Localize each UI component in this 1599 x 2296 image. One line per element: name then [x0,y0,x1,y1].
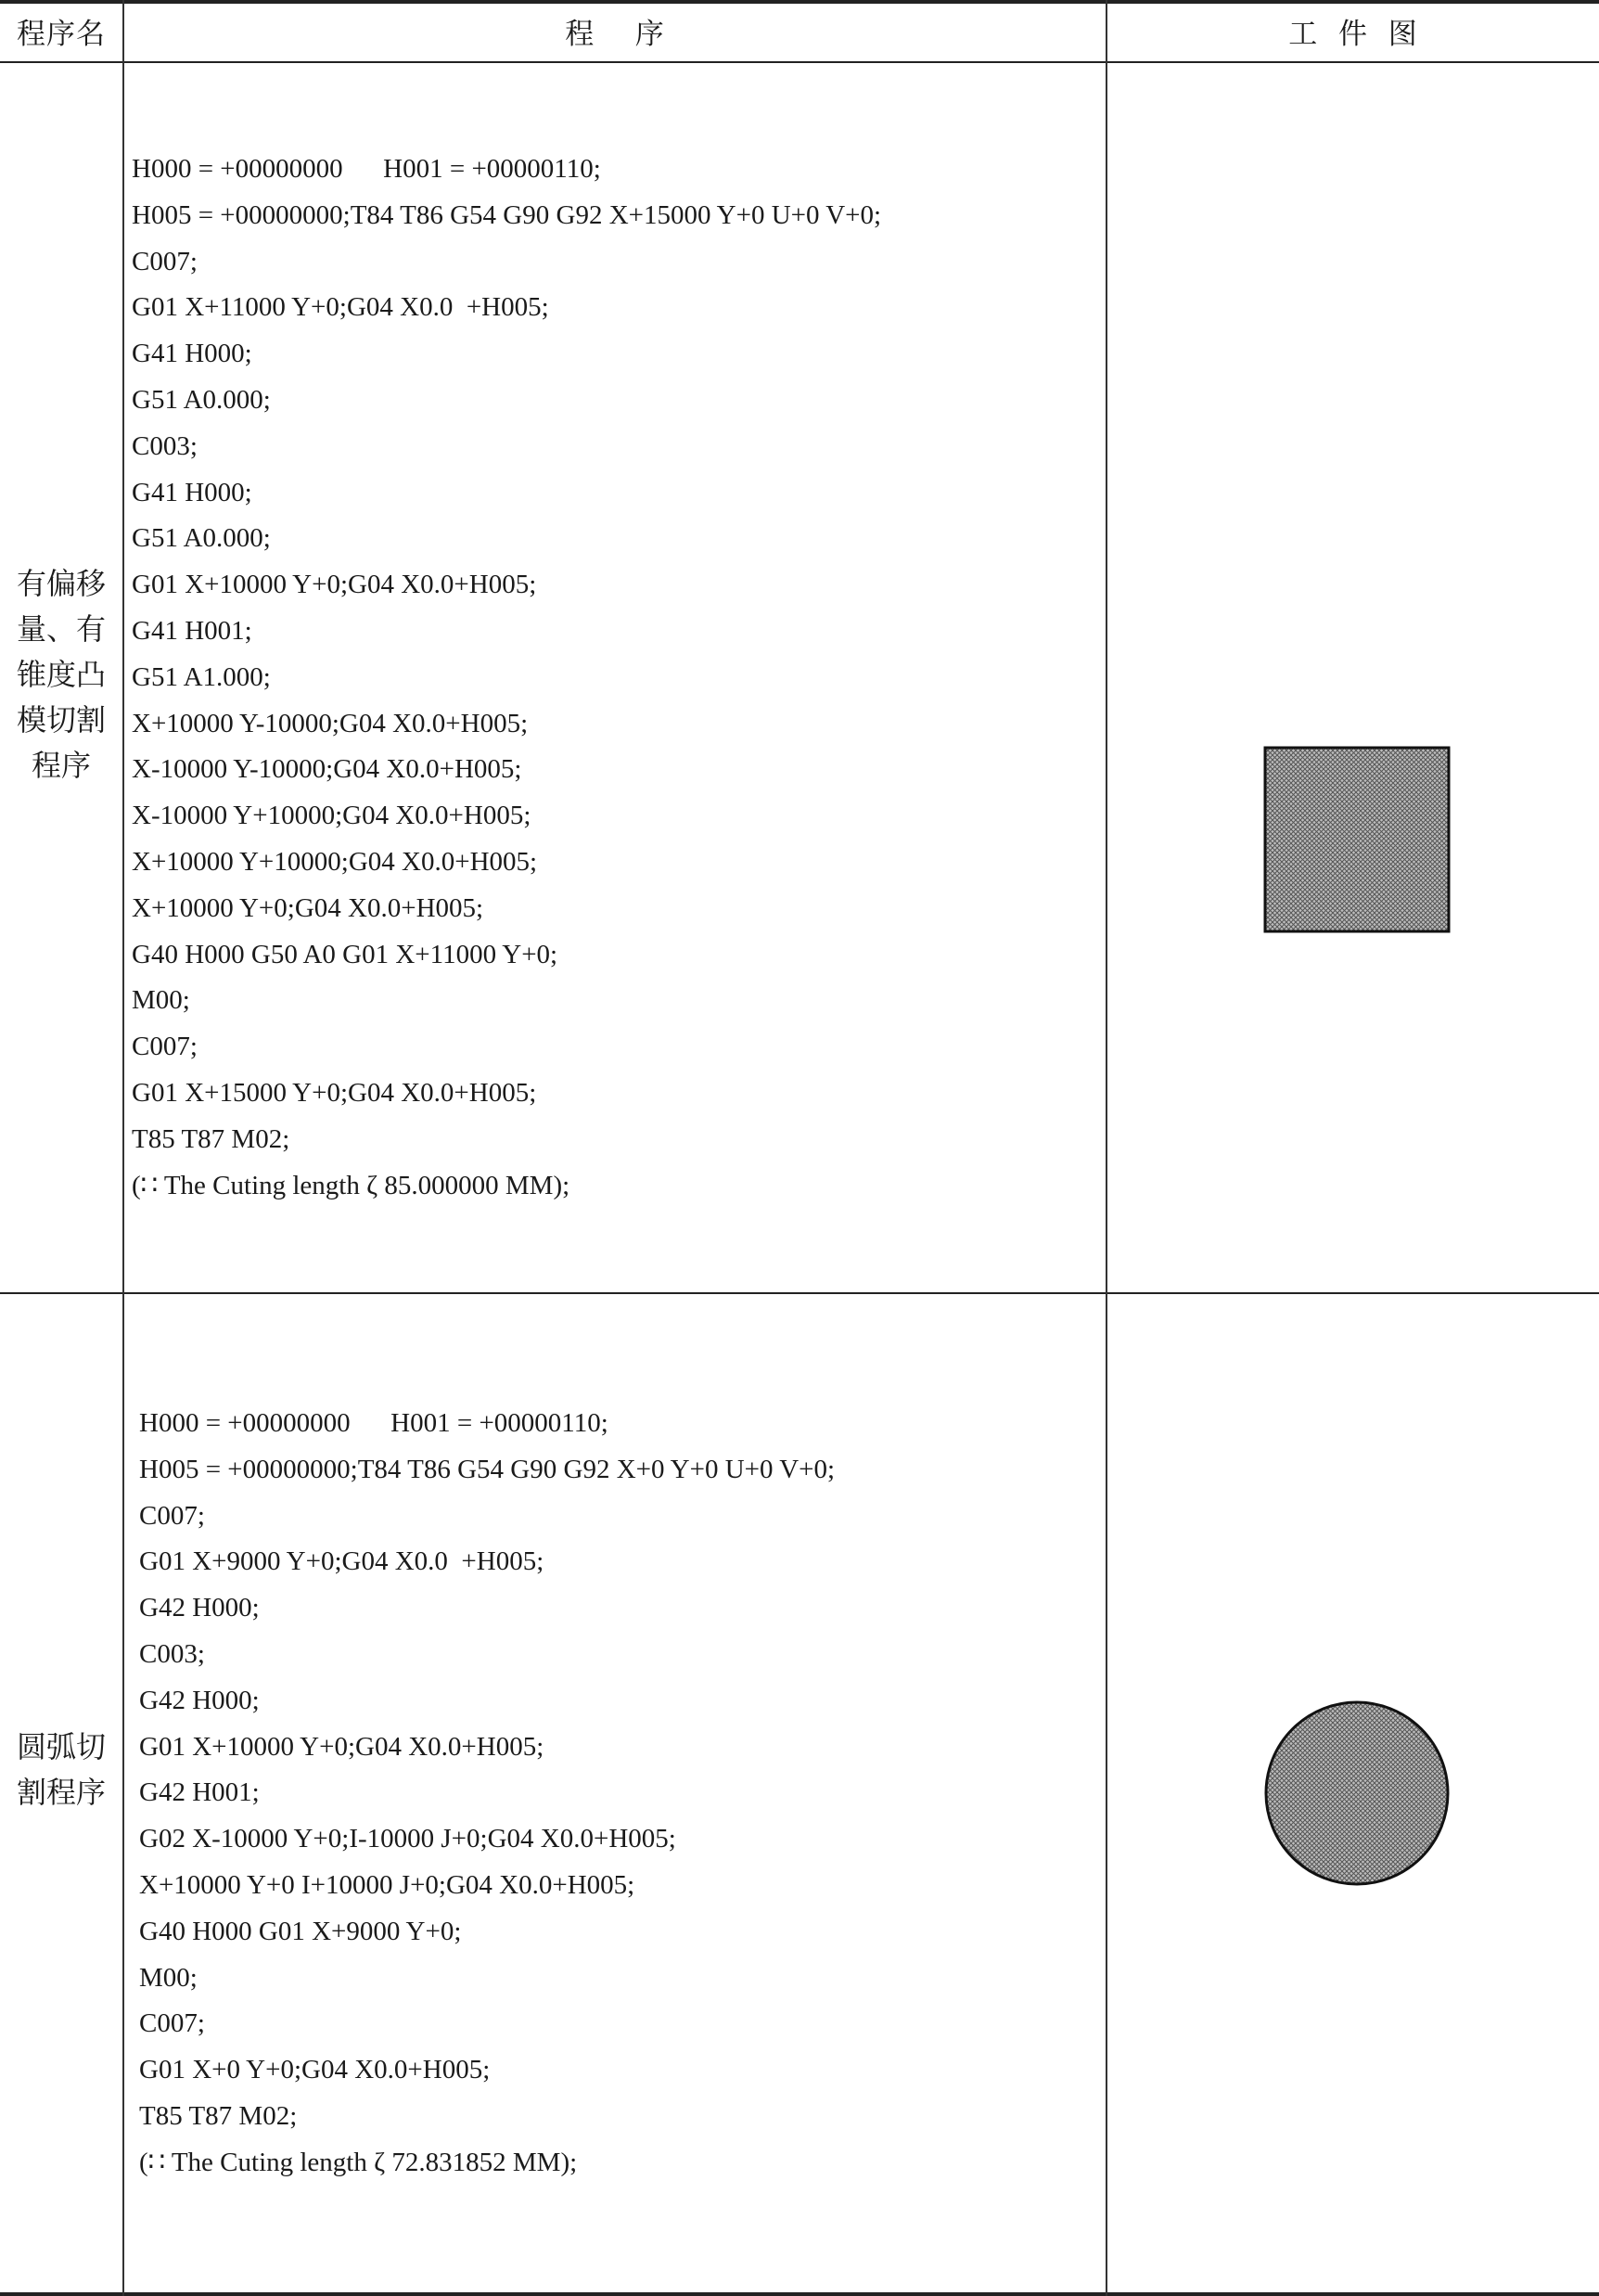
code-line: H005 = +00000000;T84 T86 G54 G90 G92 X+15000 Y+0 U+0 V+0; [132,199,882,230]
column-divider-1 [122,0,124,2296]
code-line: H005 = +00000000;T84 T86 G54 G90 G92 X+0 Y+0 U+0 V+0; [139,1454,836,1484]
code-line: X+10000 Y+0 I+10000 J+0;G04 X0.0+H005; [139,1869,635,1900]
code-line: X+10000 Y+10000;G04 X0.0+H005; [132,846,538,877]
row-divider [0,1292,1599,1294]
code-line: G51 A0.000; [132,384,271,415]
code-line: (∷ The Cuting length ζ 85.000000 MM); [132,1170,570,1200]
code-line: H000 = +00000000 H001 = +00000110; [139,1408,608,1438]
table-bottom-border [0,2292,1599,2296]
code-line: G42 H000; [139,1593,260,1623]
header-program-name: 程序名 [17,17,106,51]
row-1-program-name: 有偏移量、有锥度凸模切割程序 [16,566,106,783]
code-line: C007; [132,246,198,276]
circle-workpiece-figure [1263,1700,1451,1887]
row-1-code-block [132,147,881,1209]
code-line: G40 H000 G01 X+9000 Y+0; [139,1916,462,1946]
code-line: G02 X-10000 Y+0;I-10000 J+0;G04 X0.0+H005; [139,1824,676,1854]
header-workpiece-figure: 工 件 图 [1288,17,1418,51]
code-line: G51 A0.000; [132,523,271,554]
code-line: H000 = +00000000 H001 = +00000110; [132,154,601,184]
header-program: 程 序 [565,17,665,51]
code-line: C007; [139,2008,205,2039]
code-line: G42 H001; [139,1777,260,1808]
code-line: G41 H001; [132,615,252,646]
code-line: X+10000 Y+0;G04 X0.0+H005; [132,892,484,923]
code-line: C007; [139,1500,205,1531]
code-line: G01 X+9000 Y+0;G04 X0.0 +H005; [139,1546,544,1577]
code-line: G41 H000; [132,339,252,369]
code-line: M00; [132,985,190,1016]
row-2-program-name: 圆弧切割程序 [16,1729,106,1810]
code-line: C003; [139,1638,205,1669]
row-2-code-block [139,1401,835,2187]
code-line: X-10000 Y+10000;G04 X0.0+H005; [132,801,531,831]
code-line: G01 X+10000 Y+0;G04 X0.0+H005; [132,570,537,600]
code-line: (∷ The Cuting length ζ 72.831852 MM); [139,2147,578,2177]
code-line: X-10000 Y-10000;G04 X0.0+H005; [132,754,522,785]
code-line: G01 X+0 Y+0;G04 X0.0+H005; [139,2055,491,2085]
code-line: G41 H000; [132,477,252,507]
square-workpiece-figure [1263,746,1451,933]
code-line: G51 A1.000; [132,661,271,692]
code-line: X+10000 Y-10000;G04 X0.0+H005; [132,708,529,738]
code-line: T85 T87 M02; [132,1123,290,1154]
code-line: T85 T87 M02; [139,2100,298,2131]
code-line: G01 X+11000 Y+0;G04 X0.0 +H005; [132,292,549,323]
code-line: G01 X+15000 Y+0;G04 X0.0+H005; [132,1077,537,1108]
code-line: C007; [132,1032,198,1062]
code-line: G01 X+10000 Y+0;G04 X0.0+H005; [139,1731,544,1762]
header-divider [0,61,1599,63]
code-line: G40 H000 G50 A0 G01 X+11000 Y+0; [132,939,558,969]
code-line: M00; [139,1962,198,1993]
code-line: C003; [132,430,198,461]
column-divider-2 [1106,0,1107,2296]
code-line: G42 H000; [139,1685,260,1715]
